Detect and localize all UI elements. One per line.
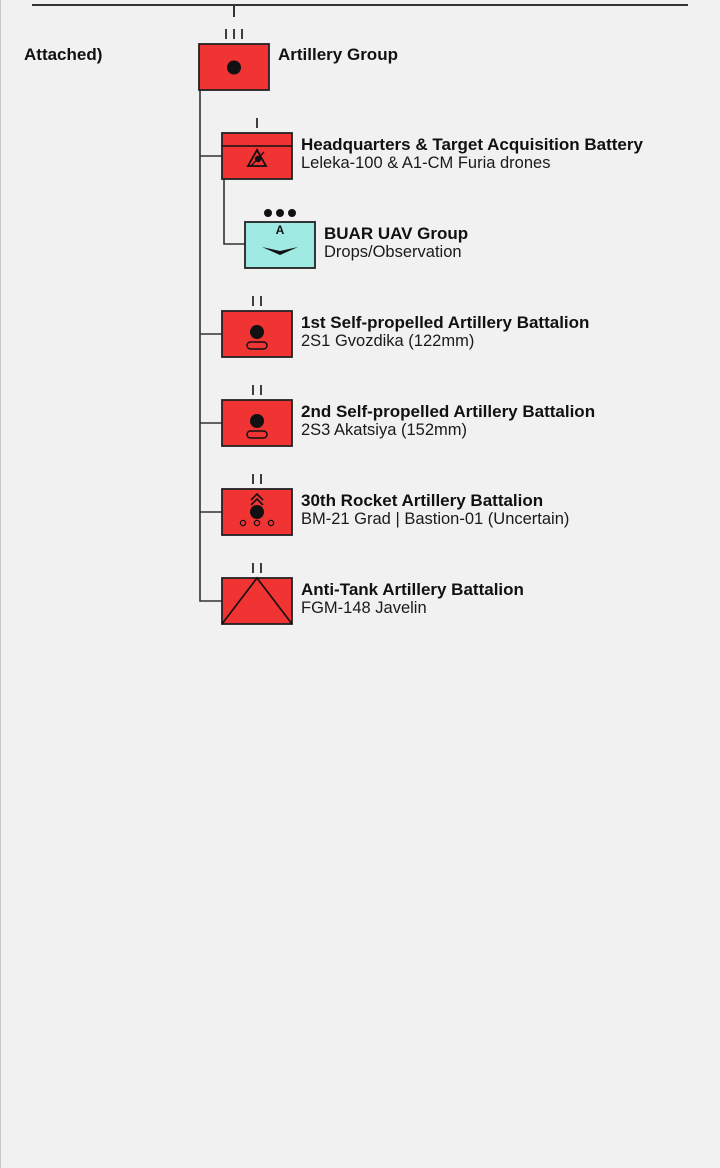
unit-title: Artillery Group [278,45,398,64]
unit-symbol-hq-target-acq[interactable] [222,133,292,179]
unit-label-artillery-group [278,45,398,64]
artillery-dot-icon [250,325,264,339]
parent-unit-label-partial: Attached) [24,45,103,64]
unit-label-hq-target-acq [301,135,643,173]
trunk-line [200,90,222,601]
unit-subtitle: Drops/Observation [324,243,462,261]
echelon-II [253,296,261,306]
unit-title: Anti-Tank Artillery Battalion [301,580,524,599]
unit-subtitle: Leleka-100 & A1-CM Furia drones [301,154,551,172]
unit-symbol-sp-art-2[interactable] [222,400,292,446]
unit-label-rocket-art-30 [301,491,569,529]
unit-label-anti-tank-art [301,580,524,618]
sub-branch-line [224,179,245,244]
unit-symbol-anti-tank-art[interactable] [222,578,292,624]
unit-label-buar-uav [324,224,468,262]
artillery-dot-icon [227,61,241,75]
unit-subtitle: 2S3 Akatsiya (152mm) [301,421,467,439]
echelon-II [253,385,261,395]
echelon-dots [264,209,296,217]
artillery-dot-icon [250,505,264,519]
unit-symbol-sp-art-1[interactable] [222,311,292,357]
unit-label-sp-art-2 [301,402,595,440]
unit-label-sp-art-1 [301,313,589,351]
unit-subtitle: BM-21 Grad | Bastion-01 (Uncertain) [301,510,570,528]
artillery-dot-icon [250,414,264,428]
unit-title: Headquarters & Target Acquisition Battery [301,135,643,154]
unit-subtitle: FGM-148 Javelin [301,599,427,617]
unit-title: 2nd Self-propelled Artillery Battalion [301,402,596,421]
unit-title: BUAR UAV Group [324,224,469,243]
unit-subtitle: 2S1 Gvozdika (122mm) [301,332,475,350]
unit-title: 1st Self-propelled Artillery Battalion [301,313,590,332]
echelon-III [226,29,242,39]
unit-symbol-artillery-group[interactable] [199,44,269,90]
unit-frame [222,578,292,624]
unit-symbol-rocket-art-30[interactable] [222,489,292,535]
echelon-II [253,563,261,573]
unit-title: 30th Rocket Artillery Battalion [301,491,544,510]
unit-symbol-buar-uav[interactable] [245,222,315,268]
echelon-II [253,474,261,484]
uav-letter-label: A [275,223,285,237]
